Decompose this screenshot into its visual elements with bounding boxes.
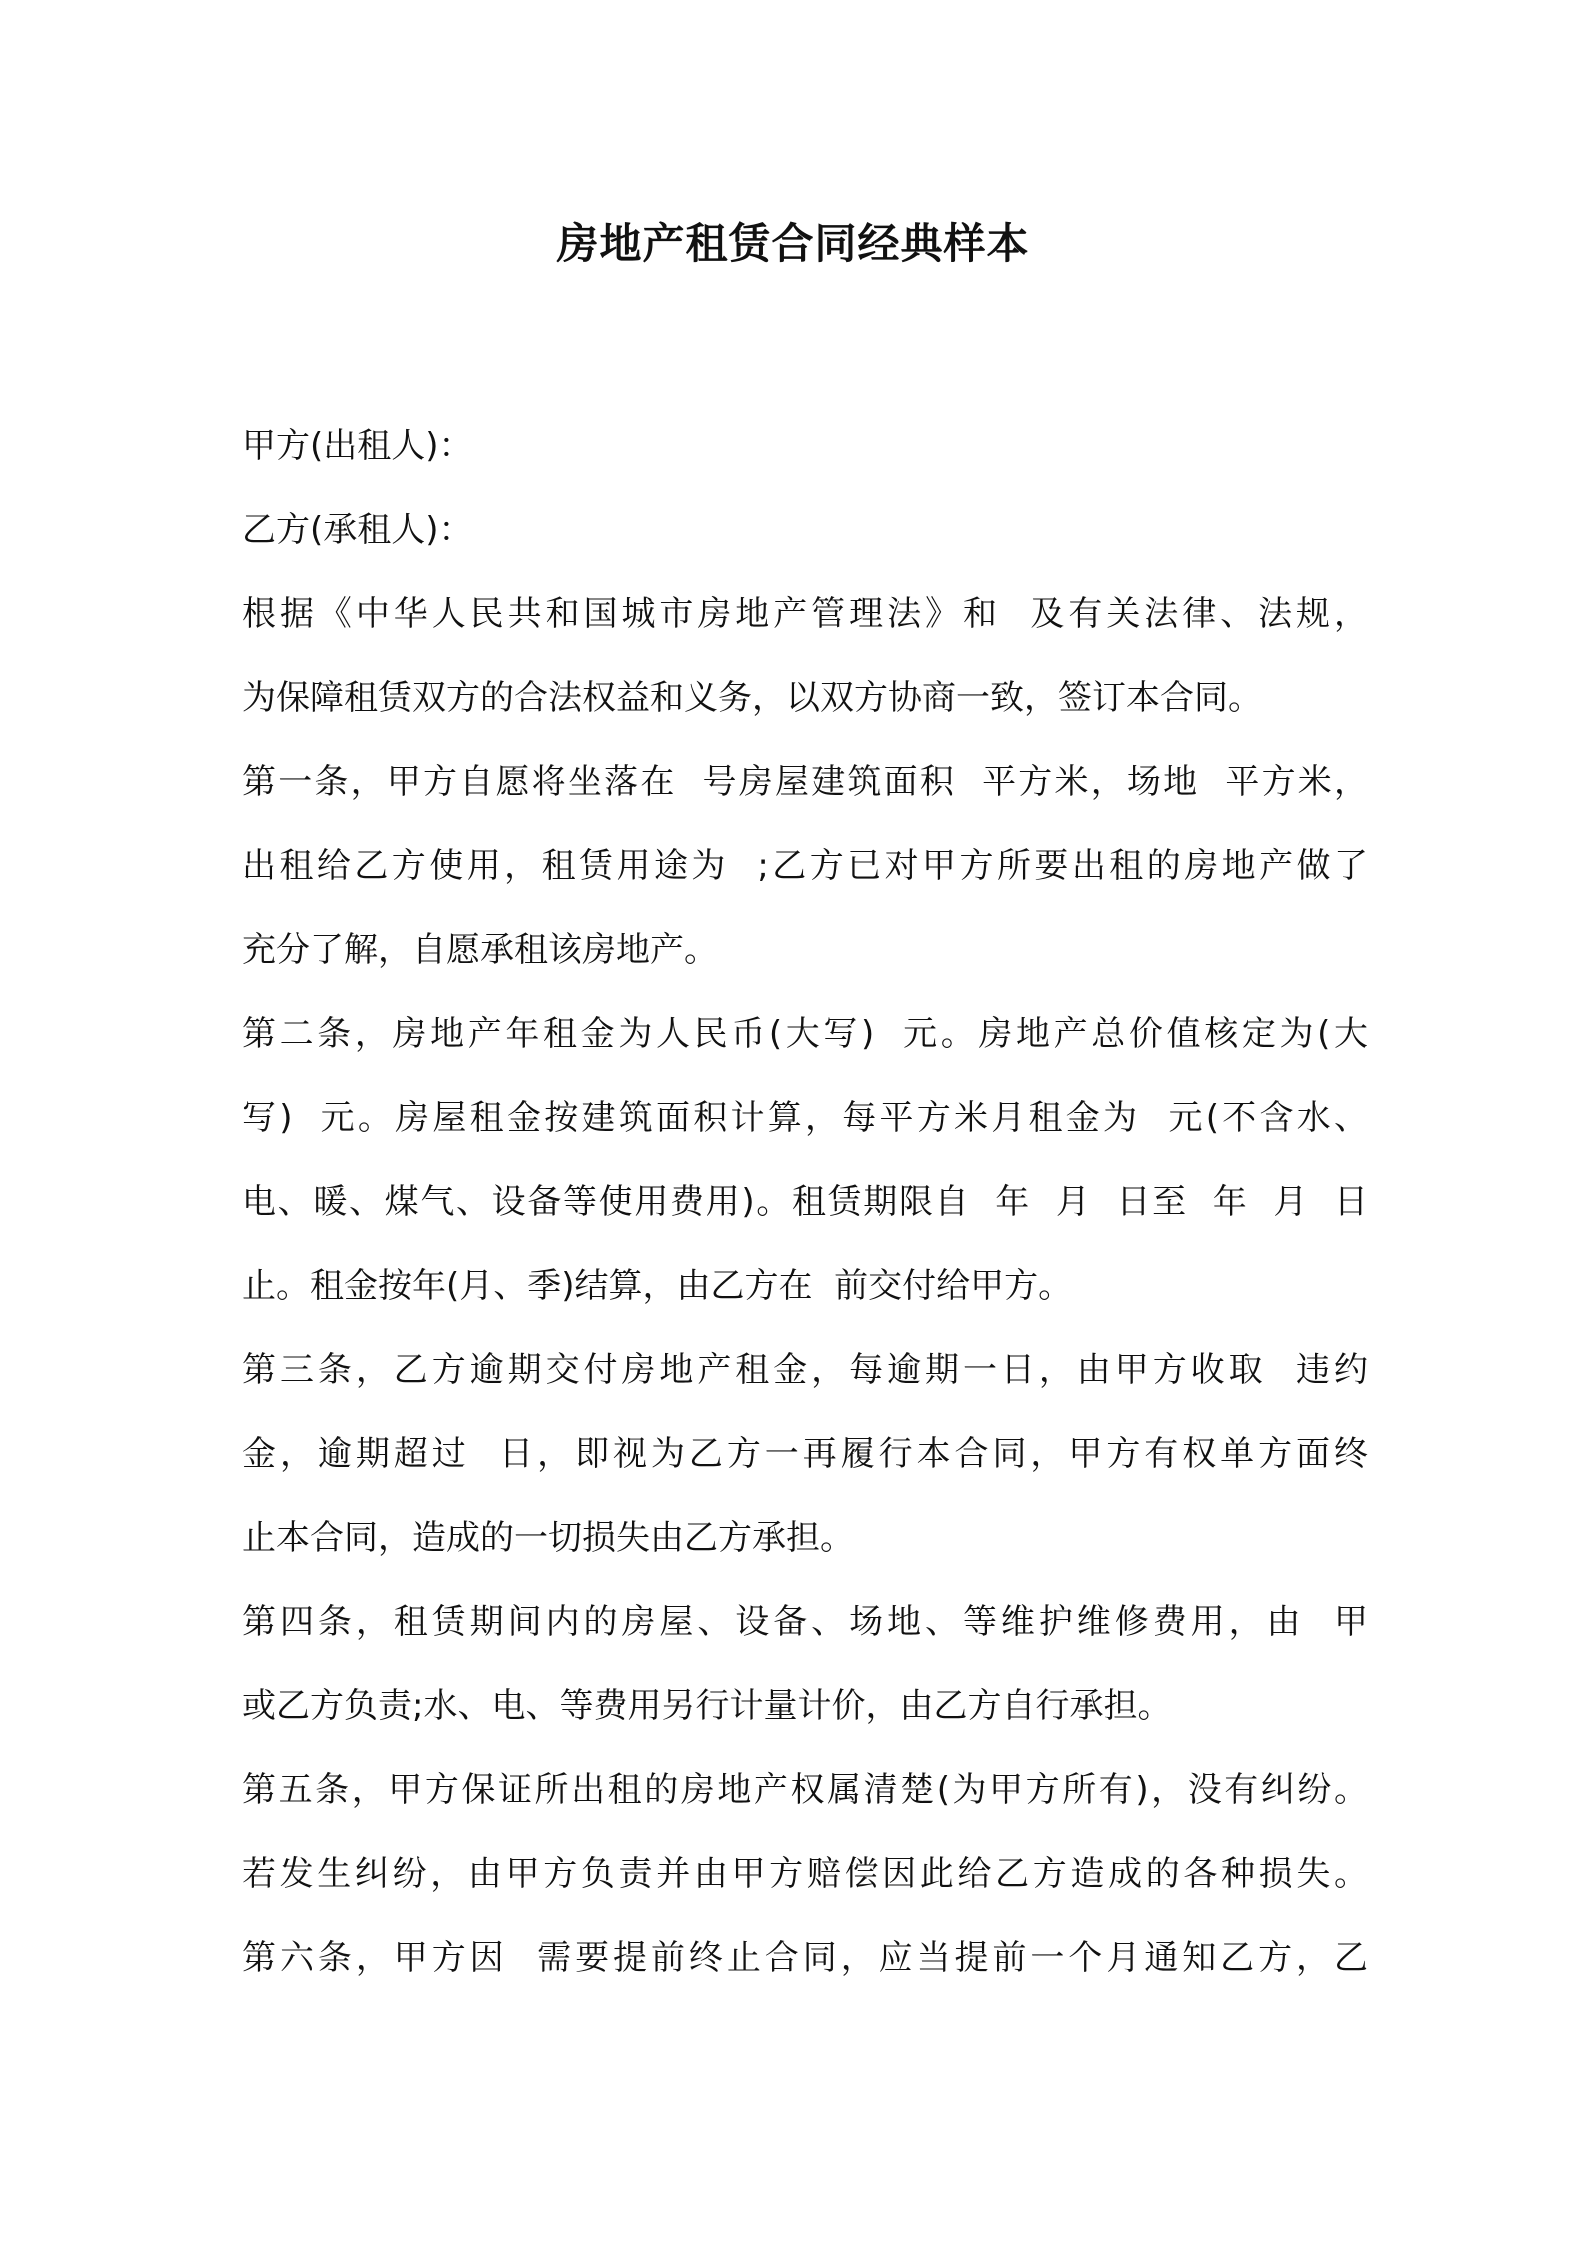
paragraph-line: 电、暖、煤气、设备等使用费用)。租赁期限自 年 月 日至 年 月 日 bbox=[242, 1182, 1368, 1222]
paragraph-line: 或乙方负责;水、电、等费用另行计量计价，由乙方自行承担。 bbox=[242, 1686, 1172, 1726]
paragraph-line: 出租给乙方使用，租赁用途为 ;乙方已对甲方所要出租的房地产做了 bbox=[242, 846, 1368, 886]
document-title: 房地产租赁合同经典样本 bbox=[556, 219, 1030, 268]
paragraph-line: 第三条，乙方逾期交付房地产租金，每逾期一日，由甲方收取 违约 bbox=[242, 1350, 1368, 1390]
paragraph-line: 第四条，租赁期间内的房屋、设备、场地、等维护维修费用，由 甲 bbox=[242, 1602, 1368, 1642]
paragraph-line: 第五条，甲方保证所出租的房地产权属清楚(为甲方所有)，没有纠纷。 bbox=[242, 1770, 1368, 1810]
document-body bbox=[242, 404, 1368, 2000]
paragraph-line: 止本合同，造成的一切损失由乙方承担。 bbox=[242, 1518, 854, 1558]
paragraph-line: 第一条，甲方自愿将坐落在 号房屋建筑面积 平方米，场地 平方米， bbox=[242, 762, 1368, 802]
paragraph-line: 第二条，房地产年租金为人民币(大写) 元。房地产总价值核定为(大 bbox=[242, 1014, 1368, 1054]
paragraph-line: 若发生纠纷，由甲方负责并由甲方赔偿因此给乙方造成的各种损失。 bbox=[242, 1854, 1368, 1894]
paragraph-line: 根据《中华人民共和国城市房地产管理法》和 及有关法律、法规， bbox=[242, 594, 1368, 634]
paragraph-line: 止。租金按年(月、季)结算，由乙方在 前交付给甲方。 bbox=[242, 1266, 1073, 1306]
paragraph-line: 第六条，甲方因 需要提前终止合同，应当提前一个月通知乙方，乙 bbox=[242, 1938, 1368, 1978]
paragraph-line: 金，逾期超过 日，即视为乙方一再履行本合同，甲方有权单方面终 bbox=[242, 1434, 1368, 1474]
paragraph-line: 充分了解，自愿承租该房地产。 bbox=[242, 930, 718, 970]
party-b-line: 乙方(承租人)： bbox=[242, 510, 473, 550]
paragraph-line: 为保障租赁双方的合法权益和义务，以双方协商一致，签订本合同。 bbox=[242, 678, 1262, 718]
party-a-line: 甲方(出租人)： bbox=[242, 426, 473, 466]
paragraph-line: 写) 元。房屋租金按建筑面积计算，每平方米月租金为 元(不含水、 bbox=[242, 1098, 1368, 1138]
